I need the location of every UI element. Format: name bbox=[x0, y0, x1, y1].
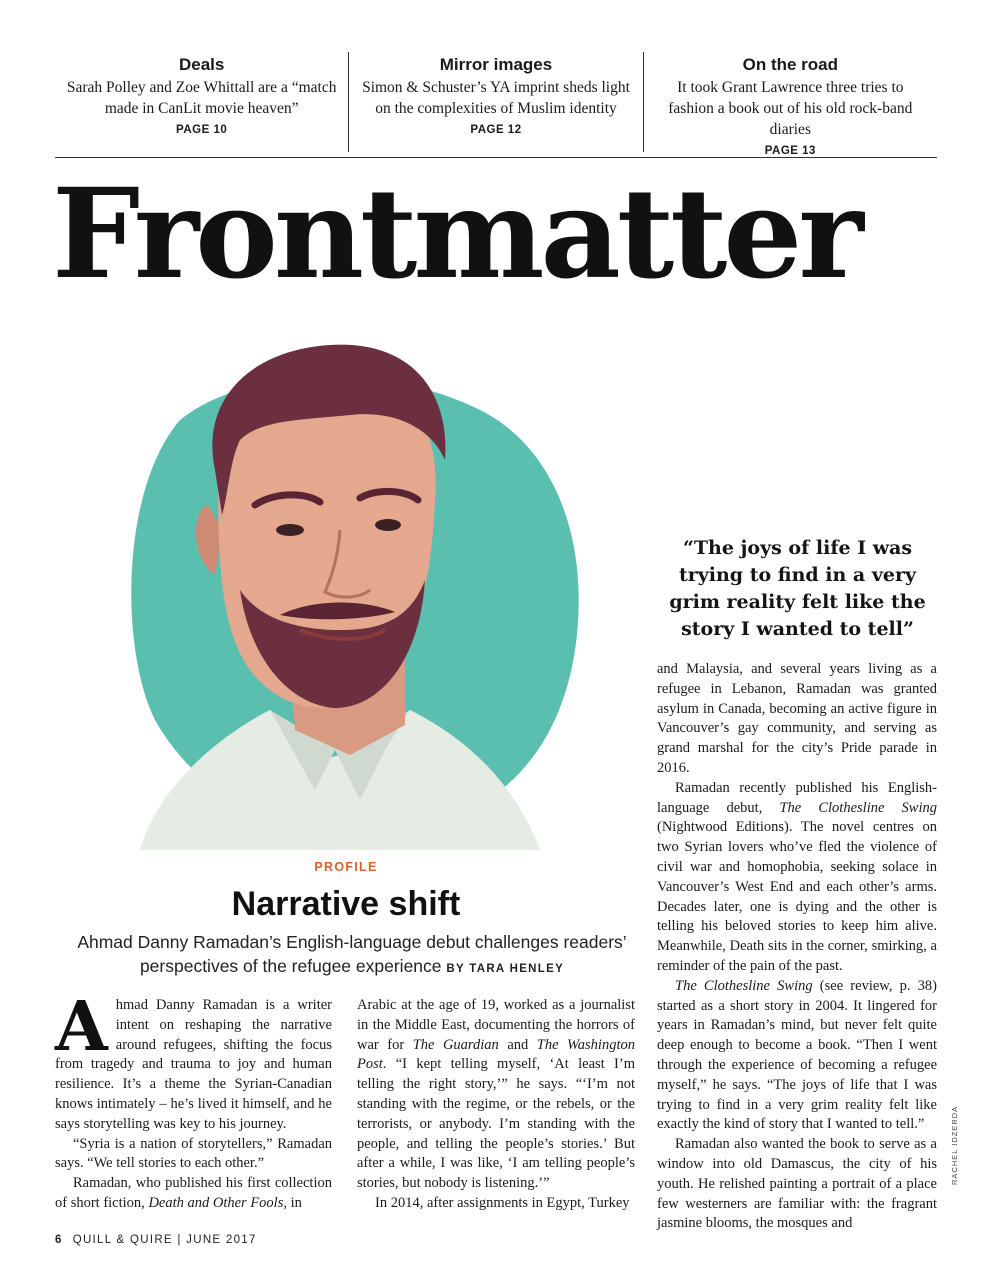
body-column-1 bbox=[55, 987, 332, 1214]
article-deck bbox=[62, 930, 642, 981]
teaser-text: Simon & Schuster’s YA imprint sheds light on the complexities of Muslim identity bbox=[362, 79, 630, 117]
teaser-title: Mirror images bbox=[439, 55, 553, 74]
paragraph bbox=[357, 996, 635, 1194]
teaser-on-the-road[interactable] bbox=[643, 52, 937, 157]
publication-title: The Washington Post bbox=[357, 1036, 635, 1073]
paragraph bbox=[55, 1174, 332, 1214]
publication-title: The Guardian bbox=[412, 1036, 499, 1053]
paragraph bbox=[55, 987, 332, 1135]
paragraph-text: Arabic at the age of 19, worked as a journalist in the Middle East, documenting the horrors of war for bbox=[357, 997, 635, 1053]
teaser-page: PAGE 10 bbox=[176, 124, 228, 136]
author-portrait-illustration bbox=[120, 330, 590, 850]
teaser-title: Deals bbox=[178, 55, 225, 74]
byline: BY TARA HENLEY bbox=[446, 963, 565, 975]
paragraph: In 2014, after assignments in Egypt, Turkey bbox=[375, 1194, 630, 1211]
book-title: Death and Other Fools bbox=[148, 1194, 284, 1211]
paragraph bbox=[657, 977, 937, 1135]
paragraph-text: hmad Danny Ramadan is a writer intent on reshaping the narrative around refugees, shifting the focus from tragedy and trauma to joy and human resilience. It’s a theme the Syrian-Canadian knows intimately – he’s lived it himself, and he says storytelling was key to his journey. bbox=[55, 997, 332, 1132]
teaser-page: PAGE 12 bbox=[470, 124, 522, 136]
paragraph-text: (see review, p. 38) started as a short story in 2004. It lingered for years in Ramadan’s mind, but never felt quite deep enough to become a book. “Then I went through the experience of becoming a refugee myself,” he says. “The joys of life that I was trying to find in a very grim reality felt like exactly the kind of story that I wanted to tell.” bbox=[657, 977, 937, 1133]
teaser-mirror-images[interactable] bbox=[348, 52, 642, 152]
paragraph bbox=[657, 779, 937, 977]
right-eye bbox=[375, 519, 401, 531]
book-title: The Clothesline Swing bbox=[675, 977, 813, 994]
header-divider bbox=[55, 157, 937, 158]
paragraph-text: . “I kept telling myself, ‘At least I’m telling the right story,’” he says. “‘I’m not standing with the regime, or the rebels, or the terrorists, or anybody. I’m standing with the people, and telling the people’s stories.’ But after a while, I was like, ‘I am telling people’s stories, but nobody is listening.’” bbox=[357, 1056, 635, 1192]
book-title: The Clothesline Swing bbox=[779, 799, 937, 816]
teaser-page: PAGE 13 bbox=[764, 145, 816, 157]
teaser-deals[interactable] bbox=[55, 52, 348, 152]
drop-cap: A bbox=[55, 987, 108, 1067]
paragraph-text: , in bbox=[283, 1194, 302, 1211]
teaser-text: It took Grant Lawrence three tries to fashion a book out of his old rock-band diaries bbox=[668, 79, 913, 138]
pull-quote: “The joys of life I was trying to find in a very grim reality felt like the story I wanted to tell” bbox=[669, 537, 926, 640]
teaser-title: On the road bbox=[742, 55, 839, 74]
paragraph: Ramadan also wanted the book to serve as a window into old Damascus, the city of his youth. He relished painting a portrait of a place few westerners are familiar with: the fragrant jasmine blooms, the mosques and bbox=[657, 1136, 937, 1232]
paragraph-text: (Nightwood Editions). The novel centres on two Syrian lovers who’ve fled the violence of civil war and homophobia, seeking solace in Vancouver’s West End and each other’s arms. Decades later, one is dying and the other is telling his beloved stories to keep him alive. Meanwhile, Death sits in the corner, smirking, a reminder of the pain of the past. bbox=[657, 819, 937, 974]
article-kicker: PROFILE bbox=[314, 860, 378, 874]
left-eye bbox=[276, 524, 304, 536]
publication-line: QUILL & QUIRE | JUNE 2017 bbox=[72, 1234, 257, 1246]
section-title: Frontmatter bbox=[52, 162, 860, 307]
teaser-text: Sarah Polley and Zoe Whittall are a “match made in CanLit movie heaven” bbox=[66, 79, 337, 117]
deck-text: Ahmad Danny Ramadan’s English-language debut challenges readers’ perspectives of the refugee experience bbox=[77, 932, 627, 976]
paragraph: “Syria is a nation of storytellers,” Ramadan says. “We tell stories to each other.” bbox=[55, 1135, 332, 1172]
paragraph: and Malaysia, and several years living as a refugee in Lebanon, Ramadan was granted asylum in Canada, becoming an active figure in Vancouver’s gay community, and serving as grand marshal for the city’s Pride parade in 2016. bbox=[657, 661, 937, 776]
body-column-2 bbox=[357, 996, 635, 1214]
page-number: 6 bbox=[55, 1234, 63, 1246]
article-headline: Narrative shift bbox=[231, 885, 461, 923]
body-column-3 bbox=[657, 660, 937, 1234]
page-footer bbox=[55, 1234, 257, 1246]
illustration-credit: RACHEL IDZERDA bbox=[950, 1105, 959, 1185]
paragraph-text: and bbox=[498, 1036, 537, 1053]
teaser-bar bbox=[55, 52, 937, 157]
paragraph-text: Ramadan, who published his first collection of short fiction, bbox=[55, 1175, 332, 1211]
paragraph-text: Ramadan recently published his English-language debut, bbox=[657, 779, 937, 816]
